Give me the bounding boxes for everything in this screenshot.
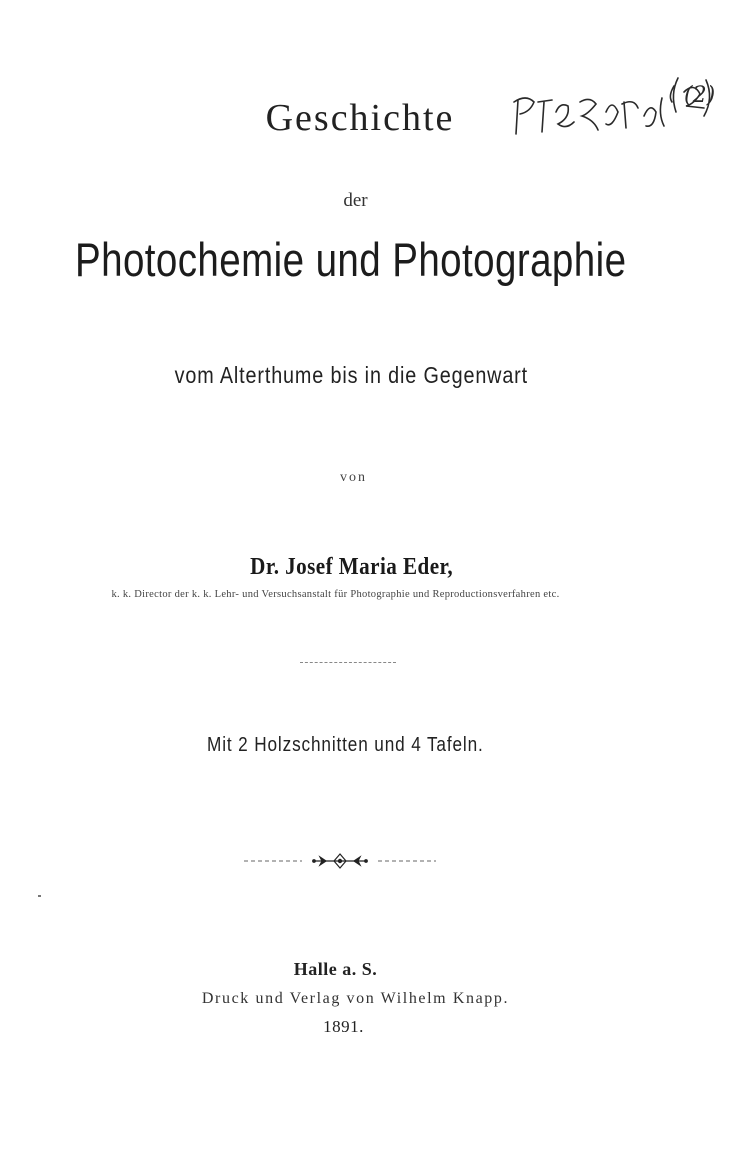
shelfmark-number: (2): [684, 83, 716, 108]
publisher-line: Druck und Verlag von Wilhelm Knapp.: [201, 990, 510, 1007]
book-period-subtitle: vom Alterthume bis in die Gegenwart: [174, 362, 528, 388]
printing-speck: [38, 895, 41, 897]
short-rule-divider: [300, 662, 396, 663]
illustrations-note: Mit 2 Holzschnitten und 4 Tafeln.: [207, 734, 484, 756]
publication-year: 1891.: [323, 1017, 364, 1036]
author-affiliation: k. k. Director der k. k. Lehr- und Versuchsanstalt für Photographie und Reproductionsverfahren etc.: [111, 589, 560, 600]
book-subject: Photochemie und Photographie: [74, 233, 627, 286]
ornamental-divider: [242, 850, 438, 872]
author-name: Dr. Josef Maria Eder,: [250, 554, 454, 580]
publication-place: Halle a. S.: [293, 959, 378, 979]
by-word: von: [340, 470, 367, 485]
article-der: der: [343, 190, 368, 211]
book-title-heading: Geschichte: [265, 97, 455, 139]
handwritten-shelfmark: [508, 72, 718, 152]
